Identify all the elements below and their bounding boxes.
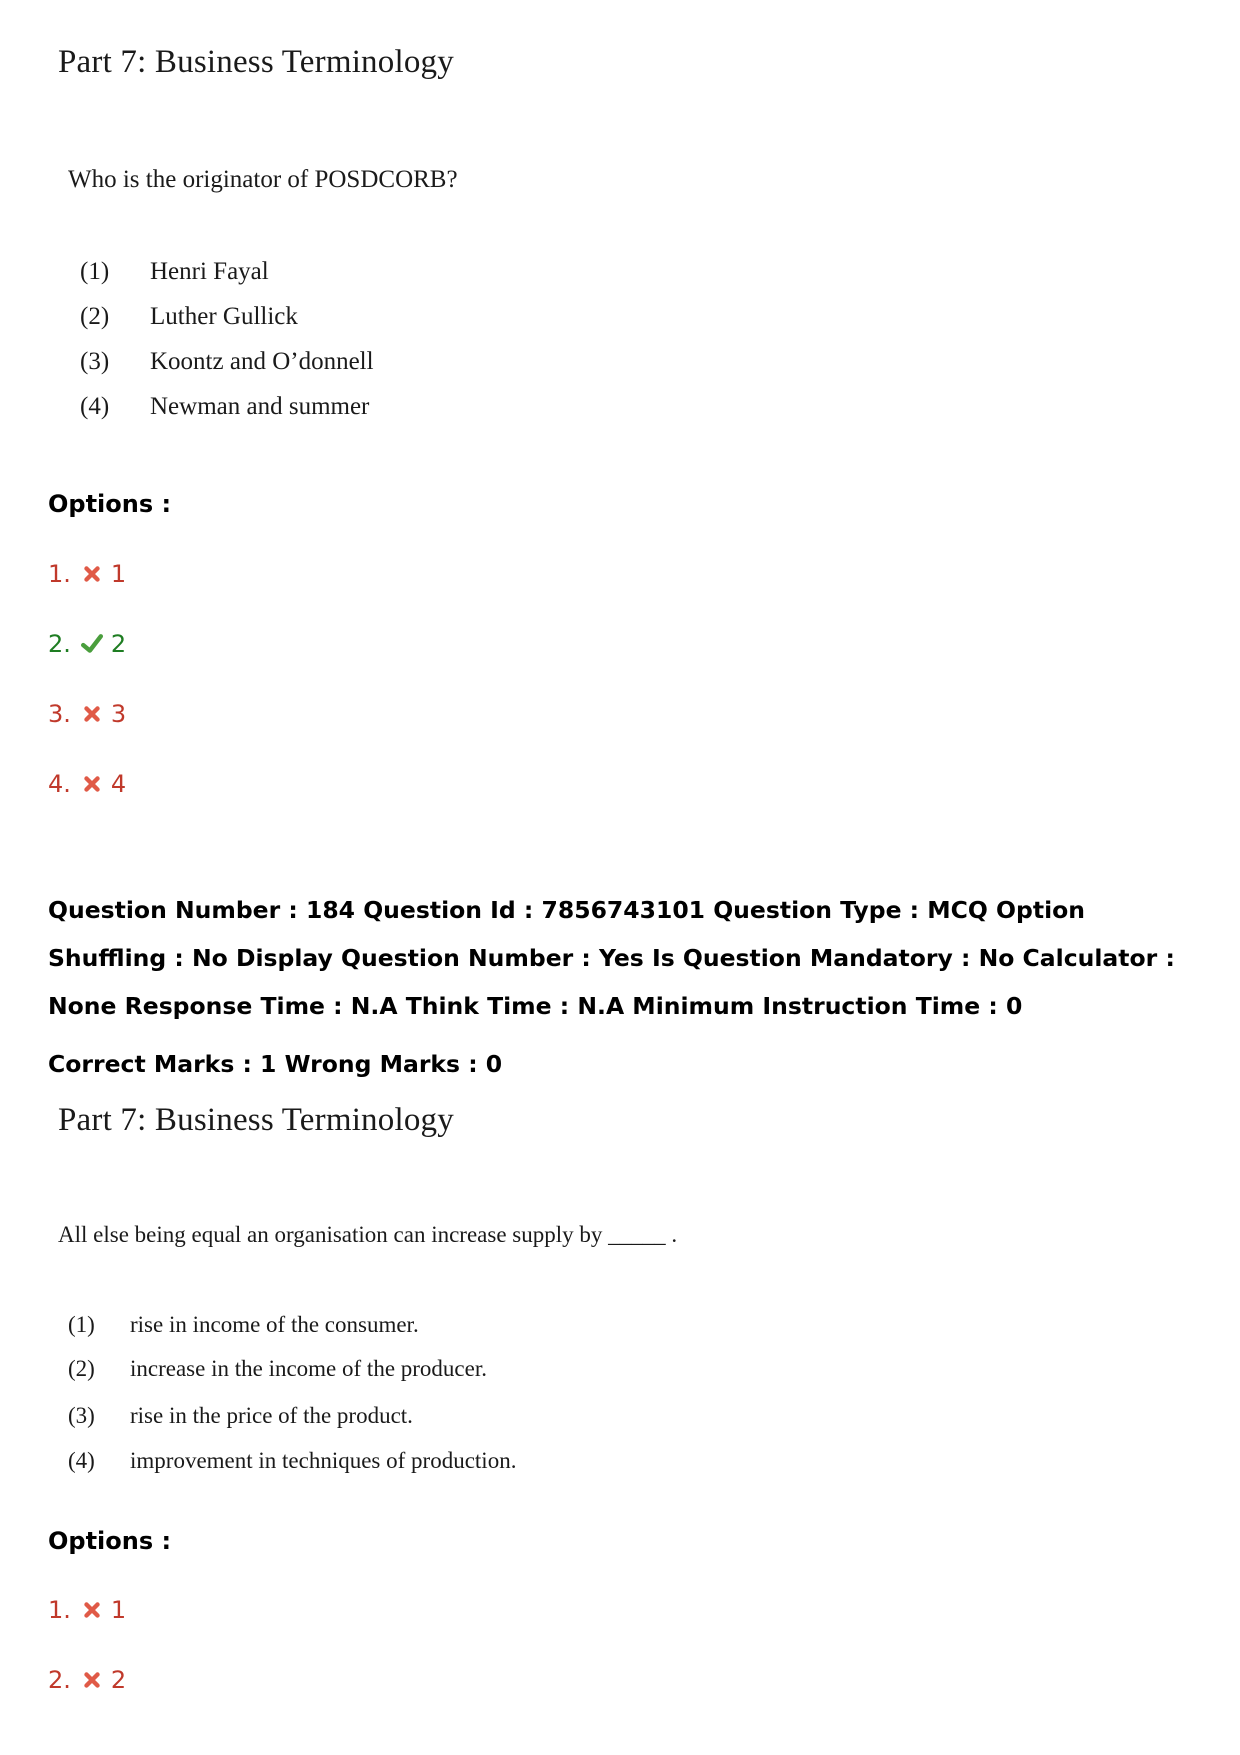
question-text: All else being equal an organisation can increase supply by _____ . bbox=[58, 1222, 678, 1247]
answer-choice bbox=[68, 1448, 516, 1474]
choice-number: (4) bbox=[80, 393, 110, 420]
answer-choice bbox=[80, 348, 374, 376]
cross-icon bbox=[81, 1669, 103, 1691]
cross-icon bbox=[81, 703, 103, 725]
option-index: 3. bbox=[48, 700, 71, 728]
choice-number: (2) bbox=[68, 1356, 95, 1381]
option-value: 3 bbox=[110, 700, 127, 728]
option-index: 1. bbox=[48, 1596, 71, 1624]
option-row bbox=[48, 560, 126, 588]
part-title: Part 7: Business Terminology bbox=[58, 44, 454, 80]
choice-number: (2) bbox=[80, 303, 110, 330]
choice-text: rise in income of the consumer. bbox=[130, 1312, 419, 1337]
option-row bbox=[48, 1666, 126, 1694]
choice-number: (3) bbox=[80, 348, 110, 375]
option-index: 2. bbox=[48, 630, 71, 658]
options-label: Options : bbox=[48, 1527, 172, 1555]
cross-icon bbox=[81, 773, 103, 795]
options-label: Options : bbox=[48, 490, 172, 518]
answer-choice bbox=[80, 258, 269, 286]
answer-choice bbox=[68, 1356, 487, 1382]
cross-icon bbox=[81, 1599, 103, 1621]
choice-text: rise in the price of the product. bbox=[130, 1403, 413, 1428]
answer-choice bbox=[68, 1312, 419, 1338]
cross-icon bbox=[81, 563, 103, 585]
choice-number: (3) bbox=[68, 1403, 95, 1428]
choice-text: increase in the income of the producer. bbox=[130, 1356, 487, 1381]
answer-choice bbox=[80, 393, 369, 421]
choice-text: Koontz and O’donnell bbox=[150, 348, 374, 375]
choice-number: (1) bbox=[80, 258, 110, 285]
option-index: 4. bbox=[48, 770, 71, 798]
choice-text: Henri Fayal bbox=[150, 258, 269, 285]
option-value: 2 bbox=[110, 1666, 127, 1694]
choice-text: Newman and summer bbox=[150, 393, 370, 420]
choice-text: Luther Gullick bbox=[150, 303, 298, 330]
option-row bbox=[48, 630, 126, 658]
choice-number: (1) bbox=[68, 1312, 95, 1337]
option-index: 2. bbox=[48, 1666, 71, 1694]
question-metadata: Question Number : 184 Question Id : 7856743101 Question Type : MCQ Option Shuffling : No Display Question Number : Yes Is Question Mandatory : No Calculator : None Response Time : N.A Think Time : N.A Minimum Instruction Time : 0 bbox=[48, 896, 1175, 1020]
option-index: 1. bbox=[48, 560, 71, 588]
option-value: 4 bbox=[110, 770, 127, 798]
option-row bbox=[48, 700, 126, 728]
choice-text: improvement in techniques of production. bbox=[130, 1448, 517, 1473]
part-title: Part 7: Business Terminology bbox=[58, 1102, 454, 1138]
marks-info: Correct Marks : 1 Wrong Marks : 0 bbox=[48, 1050, 503, 1078]
option-row bbox=[48, 1596, 126, 1624]
answer-choice bbox=[68, 1403, 413, 1429]
check-icon bbox=[81, 633, 103, 655]
option-value: 2 bbox=[110, 630, 127, 658]
option-value: 1 bbox=[110, 560, 127, 588]
option-row bbox=[48, 770, 126, 798]
answer-choice bbox=[80, 303, 298, 331]
question-text: Who is the originator of POSDCORB? bbox=[68, 166, 458, 193]
choice-number: (4) bbox=[68, 1448, 95, 1473]
option-value: 1 bbox=[110, 1596, 127, 1624]
